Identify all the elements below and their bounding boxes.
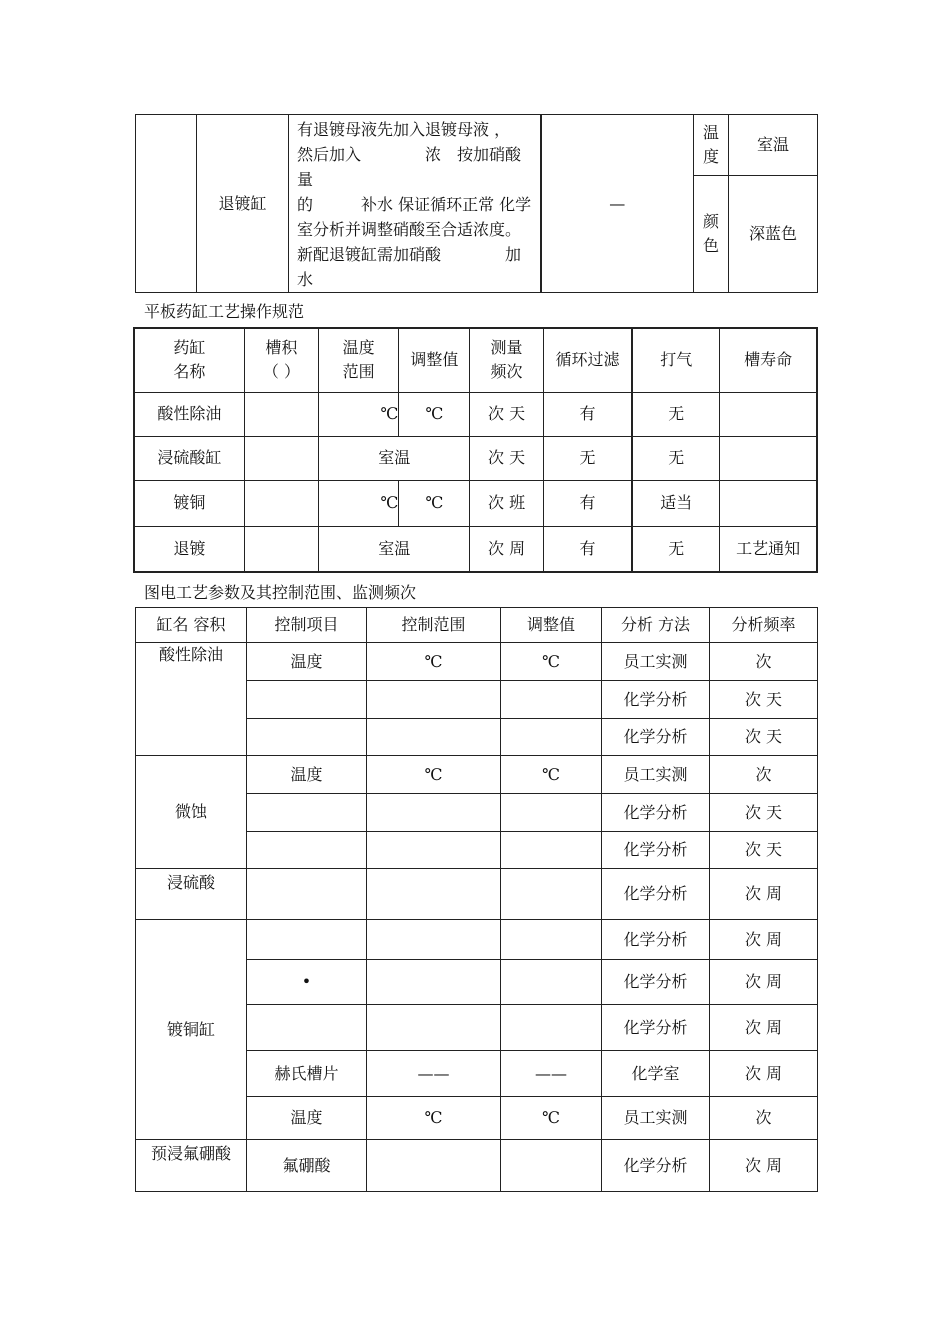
- filter-cell: 有: [543, 480, 632, 526]
- item-cell: 赫氏槽片: [247, 1051, 367, 1097]
- adjust-cell: ℃: [501, 643, 602, 681]
- freq-cell: 次 天: [710, 681, 818, 719]
- freq-cell: 次 天: [470, 392, 543, 436]
- header-filter: 循环过滤: [543, 328, 632, 392]
- adjust-cell: [501, 794, 602, 832]
- table-row: [134, 480, 817, 526]
- table-row: [136, 869, 818, 920]
- tank-name: 退镀: [134, 526, 244, 572]
- desc-line: 新配退镀缸需加硝酸 加水: [297, 245, 522, 289]
- temp-value: 室温: [729, 115, 818, 176]
- range-cell: [367, 920, 501, 960]
- range-cell: ℃: [367, 756, 501, 794]
- tank-name: 浸硫酸: [136, 869, 247, 920]
- header-range: 控制范围: [367, 608, 501, 643]
- method-cell: 化学分析: [602, 1005, 710, 1051]
- adjust-cell: ℃: [501, 1097, 602, 1140]
- method-cell: 化学分析: [602, 920, 710, 960]
- volume-cell: [244, 392, 318, 436]
- table-row: [136, 920, 818, 960]
- table-row: [134, 526, 817, 572]
- air-cell: 适当: [632, 480, 719, 526]
- header-method: 分析 方法: [602, 608, 710, 643]
- range-cell: [367, 869, 501, 920]
- adjust-cell: [501, 719, 602, 756]
- method-cell: 化学分析: [602, 1140, 710, 1192]
- blank-cell: [136, 115, 197, 293]
- color-label: [694, 175, 729, 292]
- filter-cell: 无: [543, 436, 632, 480]
- volume-cell: [244, 526, 318, 572]
- item-cell: 温度: [247, 643, 367, 681]
- range-cell: [367, 832, 501, 869]
- filter-cell: 有: [543, 392, 632, 436]
- table-row: [136, 643, 818, 681]
- color-label-char: 色: [702, 235, 719, 255]
- life-cell: [720, 392, 817, 436]
- header-air: 打气: [632, 328, 719, 392]
- freq-cell: 次 天: [470, 436, 543, 480]
- item-cell: 温度: [247, 756, 367, 794]
- freq-cell: 次 天: [710, 719, 818, 756]
- freq-cell: 次 周: [710, 869, 818, 920]
- method-cell: 员工实测: [602, 1097, 710, 1140]
- tank-name: 微蚀: [136, 756, 247, 869]
- range-cell: ——: [367, 1051, 501, 1097]
- freq-cell: 次: [710, 756, 818, 794]
- item-cell: [247, 869, 367, 920]
- caption-plating-params: 图电工艺参数及其控制范围、监测频次: [144, 583, 417, 602]
- method-cell: 化学分析: [602, 960, 710, 1005]
- adjust-cell: [501, 960, 602, 1005]
- method-cell: 员工实测: [602, 756, 710, 794]
- header-item: 控制项目: [247, 608, 367, 643]
- tank-name: 预浸氟硼酸: [136, 1140, 247, 1192]
- table-row: [136, 756, 818, 794]
- item-cell: [247, 1005, 367, 1051]
- desc-line: 室分析并调整硝酸至合适浓度。: [297, 220, 522, 239]
- range-cell: [367, 681, 501, 719]
- freq-cell: 次 天: [710, 832, 818, 869]
- temp-cell: ℃: [319, 392, 399, 436]
- freq-cell: 次 周: [710, 1005, 818, 1051]
- air-cell: 无: [632, 392, 719, 436]
- item-cell: •: [247, 960, 367, 1005]
- adjust-cell: [501, 920, 602, 960]
- method-cell: 化学室: [602, 1051, 710, 1097]
- stripping-tank-table: [135, 114, 818, 293]
- panel-tank-spec-table: [133, 327, 818, 573]
- header-freq: 分析频率: [710, 608, 818, 643]
- item-cell: [247, 832, 367, 869]
- item-cell: 温度: [247, 1097, 367, 1140]
- freq-cell: 次: [710, 643, 818, 681]
- header-temp-range: 温度 范围: [319, 328, 399, 392]
- plating-params-table: [135, 607, 818, 1192]
- range-cell: ℃: [367, 643, 501, 681]
- adjust-cell: [501, 1005, 602, 1051]
- header-row: [136, 608, 818, 643]
- header-adjust: 调整值: [399, 328, 470, 392]
- item-cell: [247, 719, 367, 756]
- range-cell: [367, 1005, 501, 1051]
- temp-cell: ℃: [319, 480, 399, 526]
- life-cell: [720, 436, 817, 480]
- adjust-cell: ——: [501, 1051, 602, 1097]
- temp-merged-cell: 室温: [319, 436, 470, 480]
- tank-name: 浸硫酸缸: [134, 436, 244, 480]
- method-cell: 化学分析: [602, 719, 710, 756]
- adjust-cell: ℃: [399, 480, 470, 526]
- tank-name: 镀铜缸: [136, 920, 247, 1140]
- range-cell: [367, 1140, 501, 1192]
- range-cell: [367, 960, 501, 1005]
- range-cell: [367, 794, 501, 832]
- item-cell: 氟硼酸: [247, 1140, 367, 1192]
- temp-label-char: 度: [702, 146, 719, 166]
- freq-cell: 次 周: [710, 1140, 818, 1192]
- air-cell: 无: [632, 436, 719, 480]
- method-cell: 化学分析: [602, 794, 710, 832]
- range-cell: [367, 719, 501, 756]
- adjust-cell: [501, 869, 602, 920]
- freq-cell: 次 班: [470, 480, 543, 526]
- temp-label: [694, 115, 729, 176]
- adjust-cell: [501, 832, 602, 869]
- tank-name: 退镀缸: [197, 115, 289, 293]
- adjust-cell: ℃: [501, 756, 602, 794]
- adjust-cell: ℃: [399, 392, 470, 436]
- color-value: 深蓝色: [729, 175, 818, 292]
- header-volume: 槽积 （ ）: [244, 328, 318, 392]
- freq-cell: 次 天: [710, 794, 818, 832]
- header-adjust: 调整值: [501, 608, 602, 643]
- life-cell: [720, 480, 817, 526]
- tank-name: 镀铜: [134, 480, 244, 526]
- volume-cell: [244, 480, 318, 526]
- method-cell: 化学分析: [602, 681, 710, 719]
- caption-panel-tank-spec: 平板药缸工艺操作规范: [144, 302, 305, 321]
- freq-cell: 次 周: [470, 526, 543, 572]
- color-label-char: 颜: [702, 211, 719, 231]
- adjust-cell: [501, 681, 602, 719]
- item-cell: [247, 920, 367, 960]
- range-cell: ℃: [367, 1097, 501, 1140]
- header-life: 槽寿命: [720, 328, 817, 392]
- method-cell: 化学分析: [602, 869, 710, 920]
- freq-cell: 次: [710, 1097, 818, 1140]
- process-description: [289, 115, 541, 293]
- header-row: [134, 328, 817, 392]
- method-cell: 化学分析: [602, 832, 710, 869]
- volume-cell: [244, 436, 318, 480]
- table-row: [134, 436, 817, 480]
- tank-name: 酸性除油: [136, 643, 247, 756]
- freq-cell: 次 周: [710, 920, 818, 960]
- desc-line: 有退镀母液先加入退镀母液 ，: [297, 120, 511, 139]
- header-tank-name: 药缸 名称: [134, 328, 244, 392]
- adjust-cell: [501, 1140, 602, 1192]
- item-cell: [247, 794, 367, 832]
- header-freq: 测量 频次: [470, 328, 543, 392]
- table-row: [134, 392, 817, 436]
- air-cell: 无: [632, 526, 719, 572]
- filter-cell: 有: [543, 526, 632, 572]
- freq-cell: 次 周: [710, 960, 818, 1005]
- dash-cell: —: [541, 115, 694, 293]
- tank-name: 酸性除油: [134, 392, 244, 436]
- item-cell: [247, 681, 367, 719]
- temp-label-char: 温: [702, 122, 719, 142]
- desc-line: 的 补水 保证循环正常 化学: [297, 195, 532, 214]
- freq-cell: 次 周: [710, 1051, 818, 1097]
- temp-merged-cell: 室温: [319, 526, 470, 572]
- life-cell: 工艺通知: [720, 526, 817, 572]
- header-tank: 缸名 容积: [136, 608, 247, 643]
- method-cell: 员工实测: [602, 643, 710, 681]
- table-row: [136, 1140, 818, 1192]
- desc-line: 然后加入 浓 按加硝酸量: [297, 145, 522, 189]
